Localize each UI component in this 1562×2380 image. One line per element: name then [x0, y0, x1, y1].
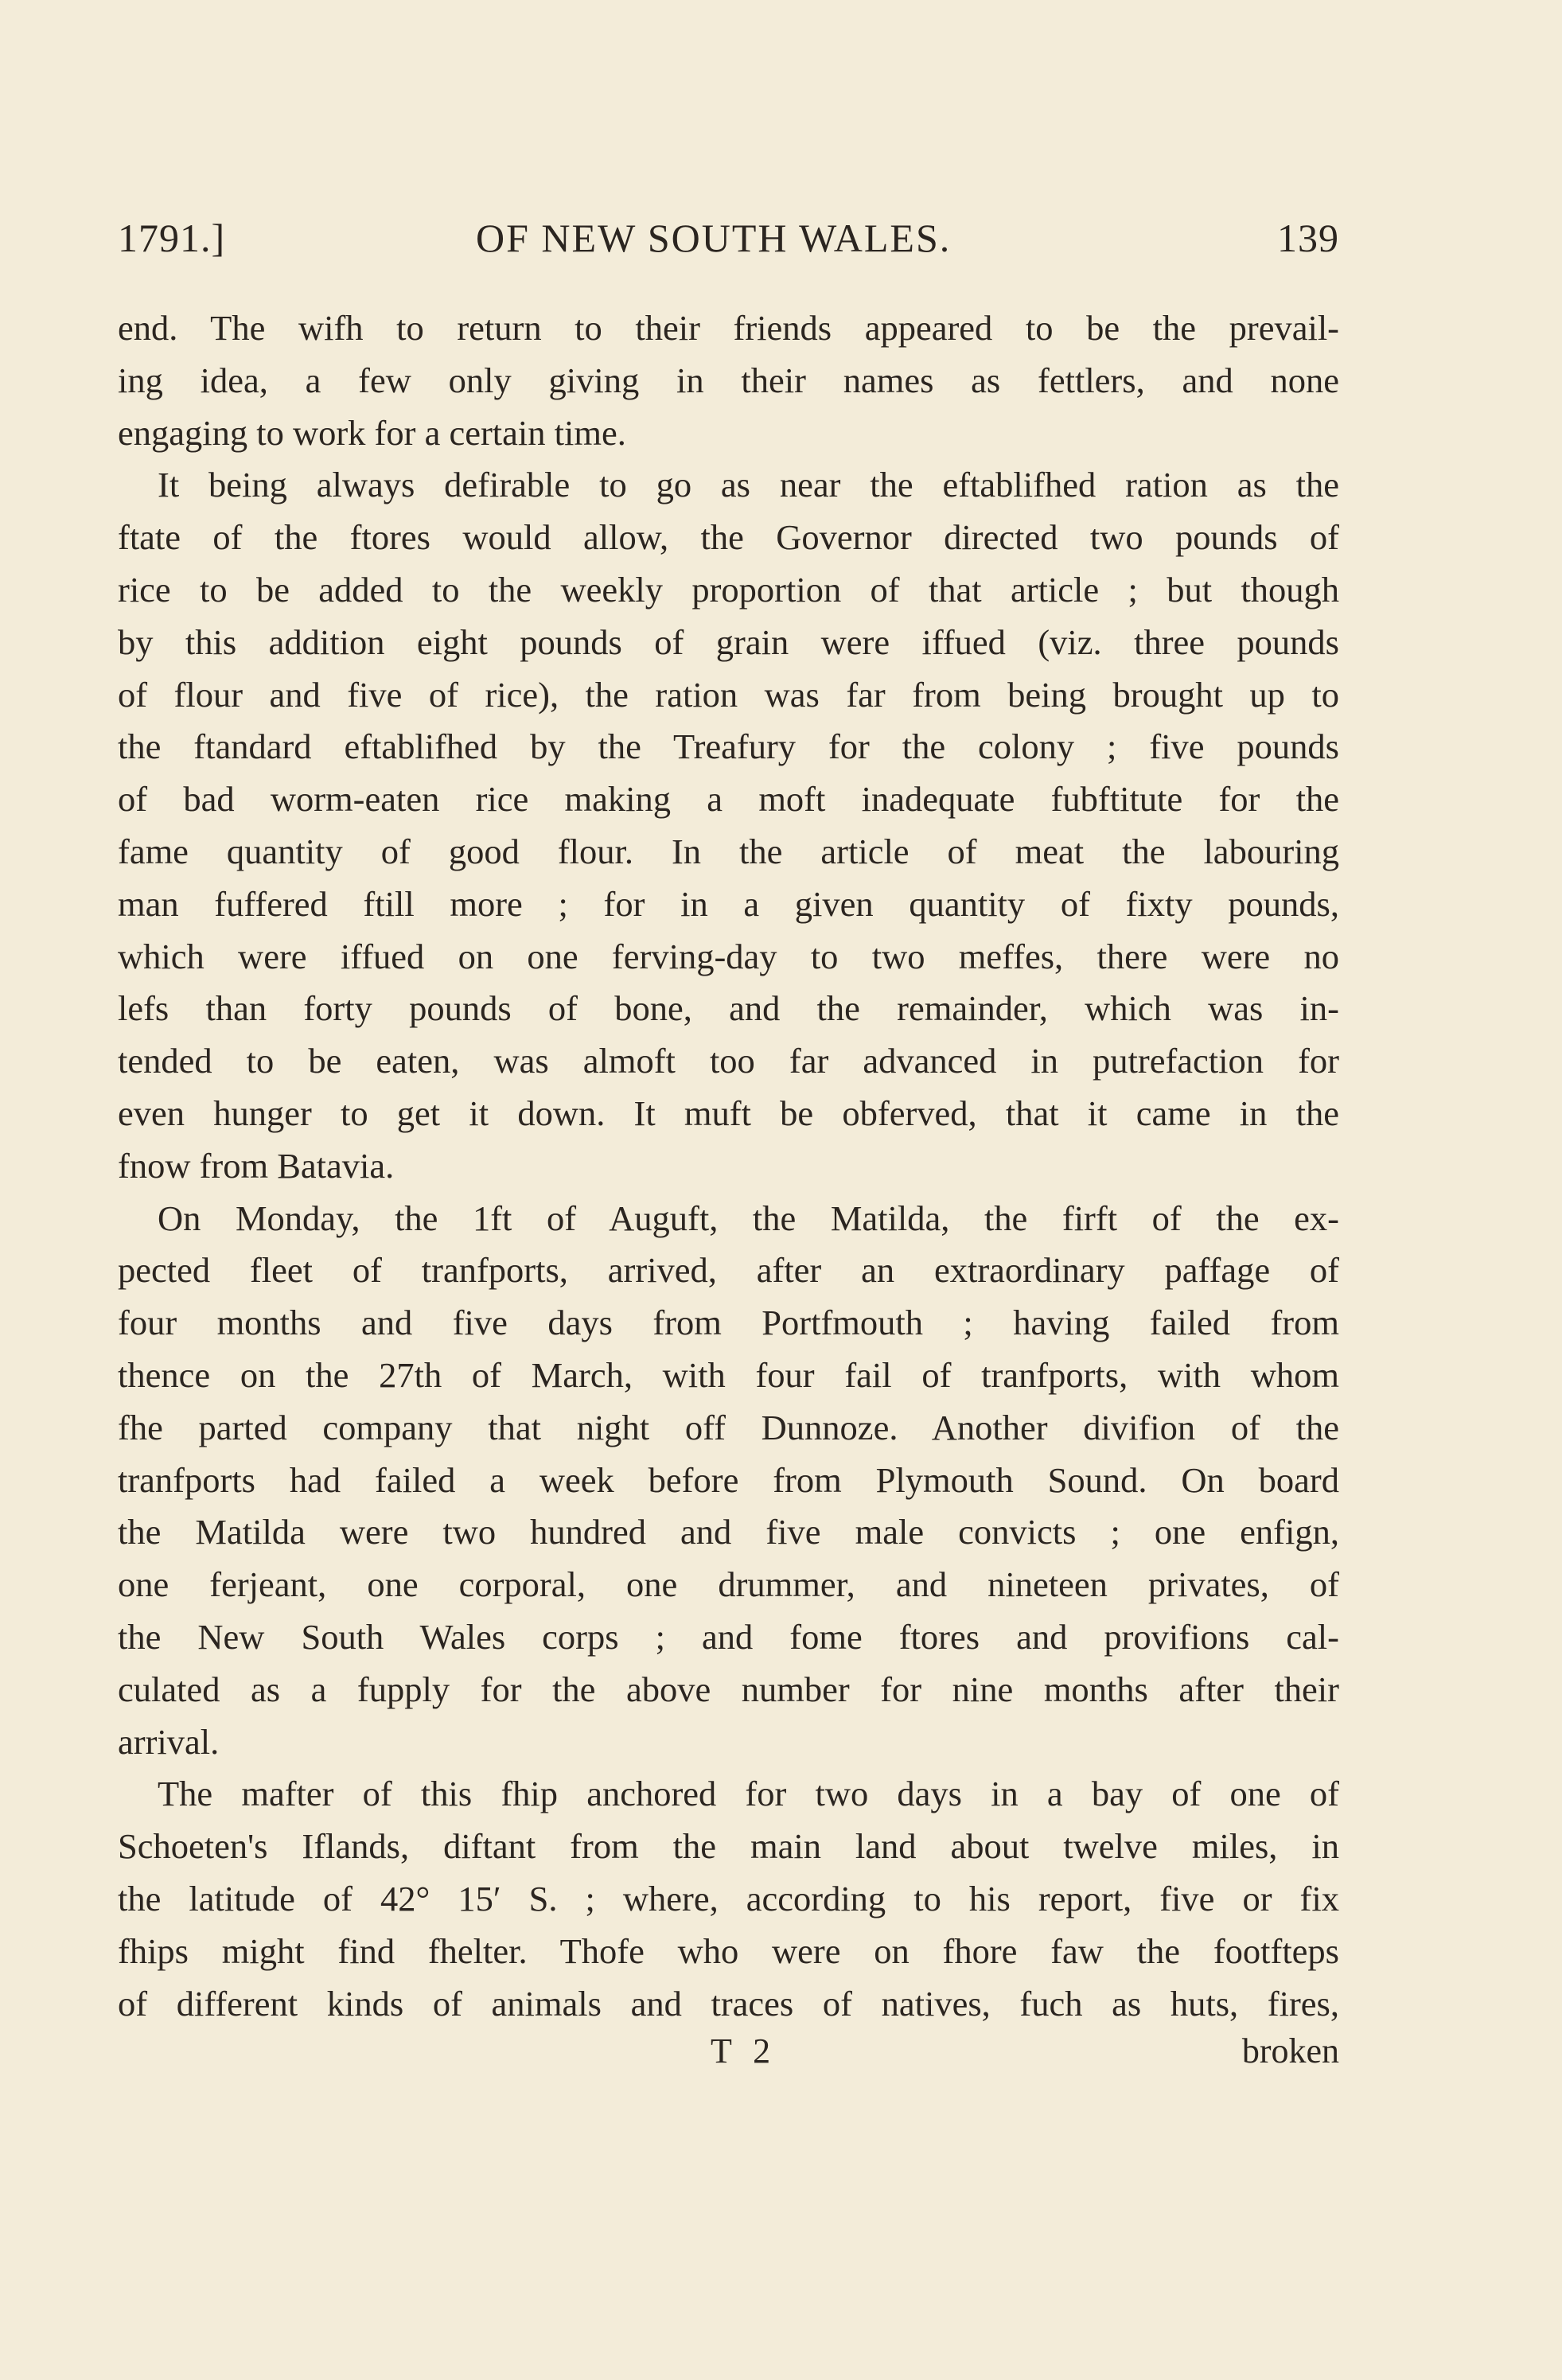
text-line: The mafter of this fhip anchored for two days in a bay of one of: [158, 1774, 1339, 1814]
text-line: fame quantity of good flour. In the article of meat the labouring: [118, 831, 1339, 871]
text-line: of bad worm-eaten rice making a moft inadequate fubftitute for the: [118, 779, 1339, 820]
text-line: Schoeten's Iflands, diftant from the main land about twelve miles, in: [118, 1826, 1339, 1867]
text-line: fhe parted company that night off Dunnoze. Another divifion of the: [118, 1407, 1339, 1447]
text-line: the Matilda were two hundred and five male convicts ; one enfign,: [118, 1512, 1339, 1552]
text-line: by this addition eight pounds of grain were iffued (viz. three pounds: [118, 621, 1339, 662]
catchword: broken: [1241, 2031, 1339, 2070]
text-line: tranfports had failed a week before from Plymouth Sound. On board: [118, 1459, 1339, 1500]
text-line: tended to be eaten, was almoft too far advanced in putrefaction for: [118, 1041, 1339, 1081]
text-line: end. The wifh to return to their friends appeared to be the prevail-: [118, 308, 1339, 348]
header-title: OF NEW SOUTH WALES.: [476, 216, 952, 260]
text-line: even hunger to get it down. It muft be obferved, that it came in the: [118, 1093, 1339, 1133]
text-line: It being always defirable to go as near the eftablifhed ration as the: [158, 465, 1339, 505]
text-line: of flour and five of rice), the ration was far from being brought up to: [118, 674, 1339, 715]
text-line: rice to be added to the weekly proportion of that article ; but though: [118, 569, 1339, 610]
text-line: ftate of the ftores would allow, the Governor directed two pounds of: [118, 517, 1339, 558]
body-text: [118, 302, 1339, 2030]
text-line: the New South Wales corps ; and fome ftores and provifions cal-: [118, 1616, 1339, 1657]
page-footer: [118, 2031, 1339, 2086]
text-line: man fuffered ftill more ; for in a given quantity of fixty pounds,: [118, 883, 1339, 924]
text-line: which were iffued on one ferving-day to two meffes, there were no: [118, 936, 1339, 976]
header-year: 1791.]: [118, 216, 226, 260]
running-header: [118, 215, 1339, 279]
text-line: engaging to work for a certain time.: [118, 412, 626, 453]
text-line: fnow from Batavia.: [118, 1145, 395, 1186]
text-line: the ftandard eftablifhed by the Treafury for the colony ; five pounds: [118, 726, 1339, 767]
text-line: ing idea, a few only giving in their names as fettlers, and none: [118, 360, 1339, 400]
text-line: pected fleet of tranfports, arrived, after an extraordinary paffage of: [118, 1250, 1339, 1291]
text-line: of different kinds of animals and traces of natives, fuch as huts, fires,: [118, 1983, 1339, 2024]
text-line: four months and five days from Portfmouth ; having failed from: [118, 1303, 1339, 1343]
text-line: fhips might find fhelter. Thofe who were on fhore faw the footfteps: [118, 1930, 1339, 1971]
text-line: thence on the 27th of March, with four fail of tranfports, with whom: [118, 1354, 1339, 1395]
text-line: one ferjeant, one corporal, one drummer, and nineteen privates, of: [118, 1564, 1339, 1605]
page-number: 139: [1277, 216, 1339, 260]
signature-mark: T 2: [711, 2031, 777, 2070]
text-line: On Monday, the 1ft of Auguft, the Matilda, the firft of the ex-: [158, 1198, 1339, 1238]
text-line: lefs than forty pounds of bone, and the remainder, which was in-: [118, 988, 1339, 1029]
text-line: arrival.: [118, 1721, 220, 1762]
text-line: the latitude of 42° 15′ S. ; where, according to his report, five or fix: [118, 1878, 1339, 1918]
text-line: culated as a fupply for the above number for nine months after their: [118, 1669, 1339, 1709]
